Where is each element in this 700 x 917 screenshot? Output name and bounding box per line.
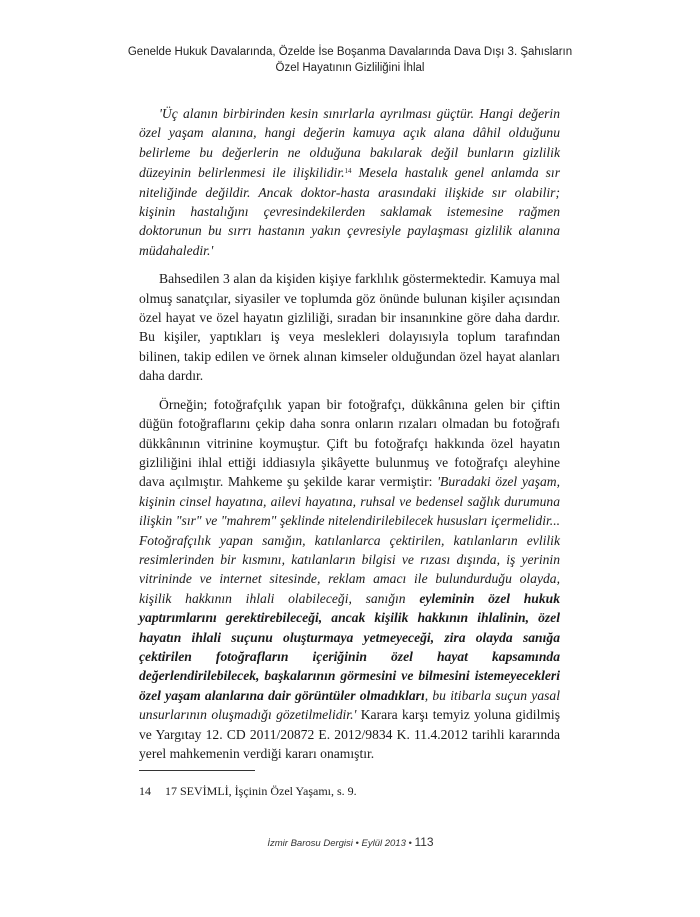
p3-intro: Örneğin; fotoğrafçılık yapan bir fotoğrafçı, dükkânına gelen bir çiftin düğün fotoğraflarını çekip daha sonra onların rızaları olmadan bu fotoğrafı dükkânının vitrinine koymuştur. Çift bu fotoğrafçı hakkında özel hayatın gizliliğini ihlal ettiği iddiasıyla şikâyette bulunmuş ve fotoğrafçı aleyhine dava açılmıştır. Mahkeme şu şekilde karar vermiştir:: [139, 396, 560, 490]
page-number: 113: [414, 835, 434, 849]
court-quote-end: , bu itibarla suçun yasal unsurlarının oluşmadığı gözetilmelidir.': [139, 687, 560, 723]
footnote-reference[interactable]: 14: [344, 167, 352, 176]
running-header: [100, 44, 600, 76]
footnote-text: 17 SEVİMLİ, İşçinin Özel Yaşamı, s. 9.: [165, 784, 357, 798]
journal-name: İzmir Barosu Dergisi • Eylül 2013 •: [267, 838, 412, 849]
footnote-divider: [139, 770, 255, 771]
footnote-number: 14: [139, 784, 151, 798]
p3-outro: Karara karşı temyiz yoluna gidilmiş ve Yargıtay 12. CD 2011/20872 E. 2012/9834 K. 11.4.2012 tarihli kararında yerel mahkemenin verdiği kararı onamıştır.: [139, 707, 560, 761]
paragraph-2: Bahsedilen 3 alan da kişiden kişiye farklılık göstermektedir. Kamuya mal olmuş sanatçılar, siyasiler ve toplumda göz önünde bulunan kişiler açısından özel hayat ve özel hayatın gizliliği, sıradan bir insanınkine göre daha dardır. Bu kişiler, yaptıkları iş veya meslekleri dolayısıyla toplum tarafından bilinen, takip edilen ve örnek alınan kimseler olduğundan özel hayat alanları daha dardır.: [139, 271, 560, 384]
footnote: [139, 784, 560, 799]
quote-part-b: Mesela hastalık genel anlamda sır niteliğinde değildir. Ancak doktor-hasta arasındaki ilişkide sır olabilir; kişinin hastalığını çevresindekilerden saklamak istemesine rağmen doktorunun bu sırrı hastanın yakın çevresiyle paylaşması gizlilik alanına müdahaledir.': [139, 165, 560, 258]
page-footer: [180, 835, 521, 849]
header-line-1: Genelde Hukuk Davalarında, Özelde İse Boşanma Davalarında Dava Dışı 3. Şahısların: [127, 46, 573, 58]
paragraph-quote: [139, 104, 560, 260]
court-quote-bold: eyleminin özel hukuk yaptırımlarını gerektirebileceği, ancak kişilik hakkının ihlalinin, özel hayatın ihlali suçunu oluşturmaya yetmeyeceği, zira olayda sanığa çektirilen fotoğrafların içeriğinin özel hayat kapsamında değerlendirilebilecek, başkalarının görmesini ve bilmesini istemeyecekleri özel yaşam alanlarına dair görüntüler olmadıkları: [139, 590, 561, 703]
court-quote-italic: 'Buradaki özel yaşam, kişinin cinsel hayatına, ailevi hayatına, ruhsal ve bedensel sağlık durumuna ilişkin "sır" ve "mahrem" şeklinde nitelendirilebilecek hususları içermelidir... Fotoğrafçılık yapan sanığın, katılanlarca çektirilen, katılanların evlilik resimlerinden bir kısmını, katılanların bilgisi ve rızası dışında, iş yerinin vitrininde ve internet sitesinde, reklam amacı ile bulundurduğu olayda, kişilik hakkının ihlali olabileceği, sanığın: [139, 474, 560, 606]
quote-part-a: 'Üç alanın birbirinden kesin sınırlarla ayrılması güçtür. Hangi değerin özel yaşam alanına, hangi değerin kamuya açık alana dâhil olduğunu belirleme bu değerlerin ne olduğuna bakılarak değil bunların gizlilik düzeyinin belirlenmesi ile ilişkilidir.: [139, 106, 560, 181]
paragraph-3: [139, 395, 560, 764]
body-text: [139, 104, 560, 772]
header-line-2: Özel Hayatının Gizliliğini İhlal: [275, 62, 425, 74]
